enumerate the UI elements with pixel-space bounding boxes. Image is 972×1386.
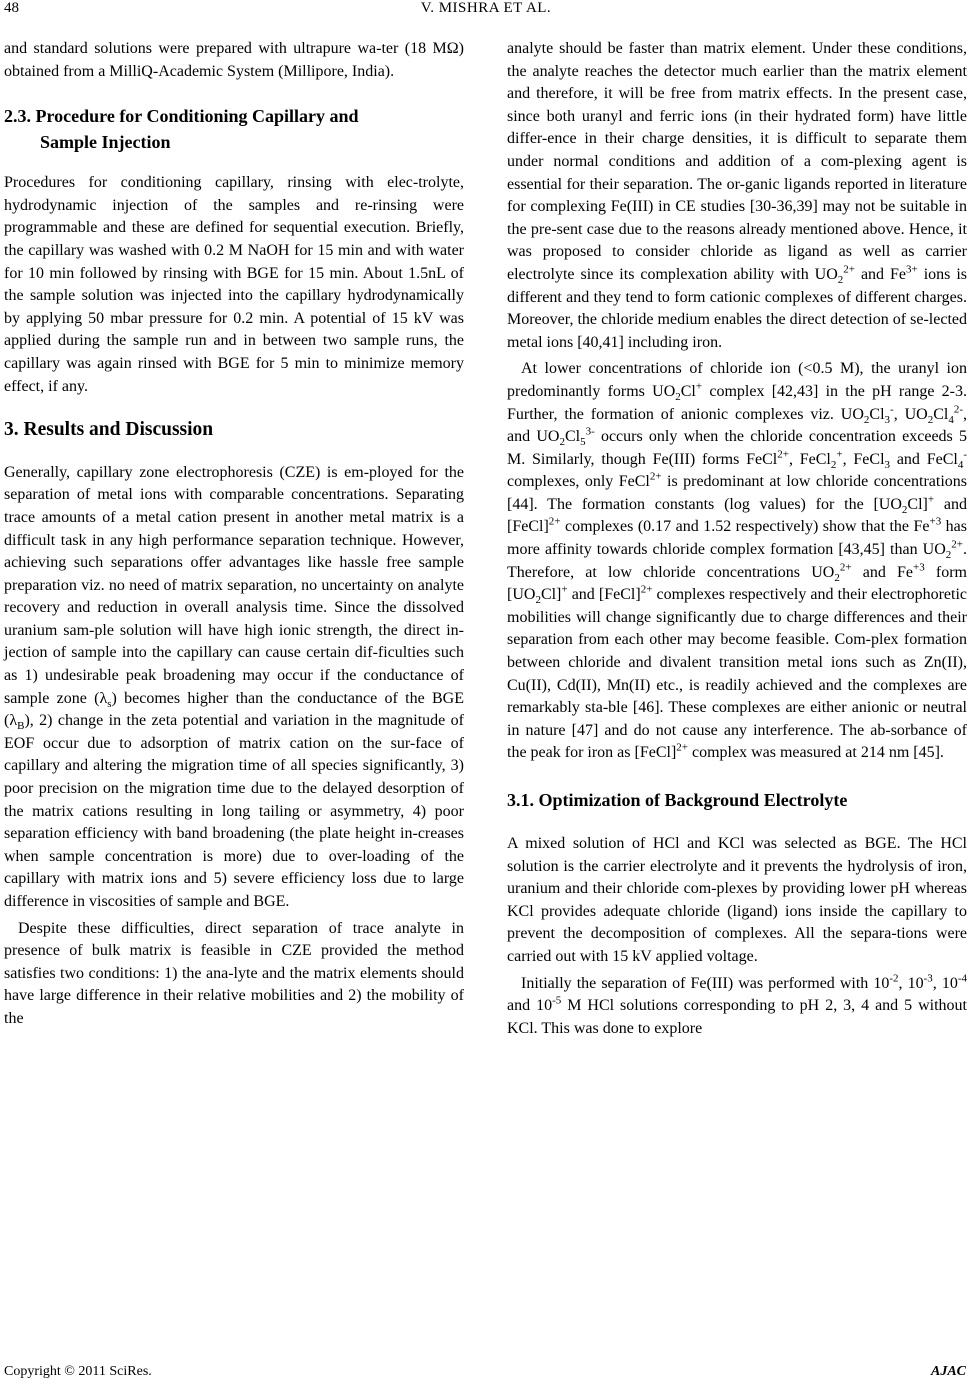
- superscript: 2+: [640, 583, 653, 596]
- text-run: Cl: [933, 405, 949, 423]
- section-heading: [4, 103, 464, 155]
- text-run: Cl]: [540, 586, 562, 604]
- section-heading-line: Sample Injection: [40, 132, 171, 153]
- subscript: 4: [948, 413, 954, 426]
- superscript: -4: [957, 972, 967, 985]
- text-run: , FeCl: [842, 450, 885, 468]
- paragraph: [507, 973, 967, 1041]
- subscript: 2: [901, 504, 908, 517]
- superscript: 2+: [676, 742, 688, 755]
- paragraph: Procedures for conditioning capillary, rinsing with elec-trolyte, hydrodynamic injection of the samples and re-rinsing were programmable and these are defined for sequential execution. Briefly, the capillary was washed with 0.2 M NaOH for 15 min and with water for 10 min followed by rinsing with BGE for 15 min. About 1.5nL of the sample solution was injected into the capillary hydrodynamically by applying 50 mbar pressure for 0.2 min. A potential of 15 kV was applied during the sample run and in between two sample runs, the capillary was again rinsed with BGE for 5 min to minimize memory effect, if any.: [4, 174, 464, 395]
- subscript: 2: [863, 413, 870, 426]
- subscript: s: [107, 697, 112, 710]
- text-run: complex was measured at 214 nm [45].: [688, 744, 944, 762]
- superscript: 3-: [585, 425, 595, 438]
- subscript: B: [17, 720, 25, 733]
- text-run: , UO: [893, 405, 928, 423]
- text-run: Cl: [869, 405, 885, 423]
- text-run: complexes respectively and their electrophoretic mobilities will change significantly due to charge differences and their separation from each other may become feasible. Com-plex formation between chloride and divalent transition metal ions such as Zn(II), Cu(II), Cd(II), Mn(II) etc., is readily achieved and the complexes are remarkably sta-ble [46]. These complexes are either anionic or neutral in nature [47] and do not cause any interference. The ab-sorbance of the peak for iron as [FeCl]: [507, 586, 967, 762]
- page-header: [0, 0, 972, 24]
- text-run: Initially the separation of Fe(III) was performed with 10: [521, 974, 890, 992]
- superscript: -: [963, 448, 968, 461]
- text-run: , and UO: [507, 405, 967, 446]
- superscript: 2+: [777, 448, 789, 461]
- paragraph: and standard solutions were prepared with ultrapure wa-ter (18 MΩ) obtained from a MilliQ-Academic System (Millipore, India).: [4, 40, 464, 80]
- paragraph: Despite these difficulties, direct separation of trace analyte in presence of bulk matrix is feasible in CZE provided the method satisfies two conditions: 1) the ana-lyte and the matrix elements should have large difference in their relative mobilities and 2) the mobility of the: [4, 919, 464, 1027]
- left-column: [4, 38, 464, 1031]
- superscript: +: [561, 583, 568, 596]
- copyright-notice: Copyright © 2011 SciRes.: [4, 1364, 152, 1379]
- journal-abbreviation: AJAC: [930, 1364, 966, 1379]
- superscript: 2+: [649, 470, 662, 483]
- subscript: 2: [834, 571, 840, 584]
- text-run: Cl: [564, 428, 581, 446]
- text-run: Generally, capillary zone electrophoresis (CZE) is em-ployed for the separation of metal ions with comparable concentrations. Separating trace amounts of a metal cation present in another metal matrix is a difficult task in any high performance separation technique. However, achieving such separations offer advantages like hassle free sample preparation viz. no need of matrix separation, no uncertainty on analyte recovery and reduction in overall analysis time. Since the dissolved uranium sam-ple solution will have high ionic strength, the direct in-jection of sample into the capillary can cause certain dif-ficulties such as 1) undesirable peak broadening may occur if the conductance of sample zone (λ: [4, 463, 464, 707]
- paragraph: [4, 462, 464, 914]
- subscript: 2: [945, 549, 952, 562]
- text-run: complex [42,43] in the pH range 2-3. Further, the formation of anionic complexes viz. UO: [507, 382, 967, 423]
- text-run: and Fe: [855, 265, 907, 283]
- section-heading-line: 2.3. Procedure for Conditioning Capillary and: [4, 106, 359, 127]
- superscript: 2+: [843, 263, 855, 276]
- subscript: 2: [927, 413, 934, 426]
- text-run: ), 2) change in the zeta potential and variation in the magnitude of EOF occur due to adsorption of matrix cation on the sur-face of capillary and altering the migration time of all species significantly, 3) poor precision on the migration time due to the delayed desorption of the matrix cations resulting in long tailing or asymmetry, 4) poor separation efficiency with band broadening (the plate height in-creases when sample concentration is more) due to over-loading of the capillary with matrix ions and 5) severe efficiency loss due to large difference in viscosities of sample and BGE.: [4, 712, 464, 910]
- superscript: 3+: [906, 263, 918, 276]
- text-run: M HCl solutions corresponding to pH 2, 3, 4 and 5 without KCl. This was done to explore: [507, 997, 967, 1037]
- text-run: has more affinity towards chloride complex formation [43,45] than UO: [507, 518, 968, 559]
- text-run: Cl]: [907, 495, 928, 513]
- running-title: V. MISHRA ET AL.: [420, 0, 552, 16]
- text-run: is predominant at low chloride concentrations [44]. The formation constants (log values) for the [UO: [507, 473, 967, 513]
- superscript: -: [890, 403, 894, 416]
- superscript: 2+: [839, 561, 852, 574]
- text-run: ions is different and they tend to form cationic complexes of different charges. Moreover, the chloride medium enables the direct detection of se-lected metal ions [40,41] including iron.: [507, 265, 968, 351]
- text-run: complexes, only FeCl: [507, 473, 650, 491]
- superscript: -5: [552, 994, 562, 1007]
- page-number: 48: [4, 0, 19, 16]
- superscript: +: [836, 448, 843, 461]
- subscript: 2: [830, 458, 837, 471]
- text-run: Cl: [680, 382, 696, 400]
- text-run: , 10: [932, 974, 958, 992]
- paragraph: A mixed solution of HCl and KCl was selected as BGE. The HCl solution is the carrier electrolyte and it prevents the hydrolysis of iron, uranium and their chloride com-plexes by providing lower pH whereas KCl provides adequate chloride (ligand) ions inside the capillary to prevent the decomposition of complexes. All the separa-tions were carried out with 15 kV applied voltage.: [507, 835, 967, 965]
- text-run: analyte should be faster than matrix element. Under these conditions, the analyte reaches the detector much earlier than the matrix element and therefore, it will be free from matrix effects. In the present case, since both uranyl and ferric ions (in their hydrated form) have little differ-ence in their charge densities, it is difficult to separate them under normal conditions and addition of a com-plexing agent is essential for their separation. The or-ganic ligands reported in literature for complexing Fe(III) in CE studies [30-36,39] may not be suitable in the pre-sent case due to the reasons already mentioned above. Hence, it was proposed to consider chloride as ligand as well as carrier electrolyte since its complexation ability with UO: [507, 40, 967, 283]
- section-heading: 3. Results and Discussion: [4, 419, 214, 441]
- text-run: ) becomes higher than the conductance of the BGE (λ: [4, 689, 465, 730]
- superscript: 2+: [548, 516, 561, 529]
- text-run: and 10: [507, 997, 553, 1015]
- subscript: 3: [884, 458, 891, 471]
- text-run: , FeCl: [788, 450, 831, 468]
- text-run: occurs only when the chloride concentration exceeds 5 M. Similarly, though Fe(III) forms FeCl: [507, 428, 968, 468]
- superscript: 2-: [953, 403, 963, 416]
- text-run: and [FeCl]: [507, 495, 967, 536]
- subscript: 2: [675, 391, 681, 404]
- text-run: complexes (0.17 and 1.52 respectively) show that the Fe: [560, 518, 930, 536]
- text-run: form [UO: [507, 563, 967, 604]
- subscript: 2: [559, 436, 565, 449]
- paragraph: [507, 358, 967, 765]
- superscript: +3: [929, 516, 942, 529]
- right-column: [507, 38, 967, 1040]
- subscript: 5: [580, 436, 586, 449]
- subscript: 2: [837, 274, 844, 287]
- subscript: 3: [884, 413, 891, 426]
- section-heading: 3.1. Optimization of Background Electrolyte: [507, 790, 848, 810]
- superscript: +: [695, 380, 703, 393]
- superscript: -3: [923, 972, 933, 985]
- text-run: . Therefore, at low chloride concentrations UO: [507, 541, 967, 581]
- superscript: 2+: [951, 538, 963, 551]
- text-run: and Fe: [851, 563, 913, 581]
- paragraph: [507, 38, 967, 354]
- superscript: +: [927, 493, 935, 506]
- subscript: 4: [957, 458, 964, 471]
- superscript: +3: [913, 561, 925, 574]
- text-run: and FeCl: [890, 450, 958, 468]
- superscript: -2: [889, 972, 899, 985]
- text-run: , 10: [898, 974, 924, 992]
- text-run: At lower concentrations of chloride ion (<0.5 M), the uranyl ion predominantly forms UO: [507, 360, 967, 400]
- subscript: 2: [535, 594, 541, 607]
- text-run: and [FeCl]: [567, 586, 641, 604]
